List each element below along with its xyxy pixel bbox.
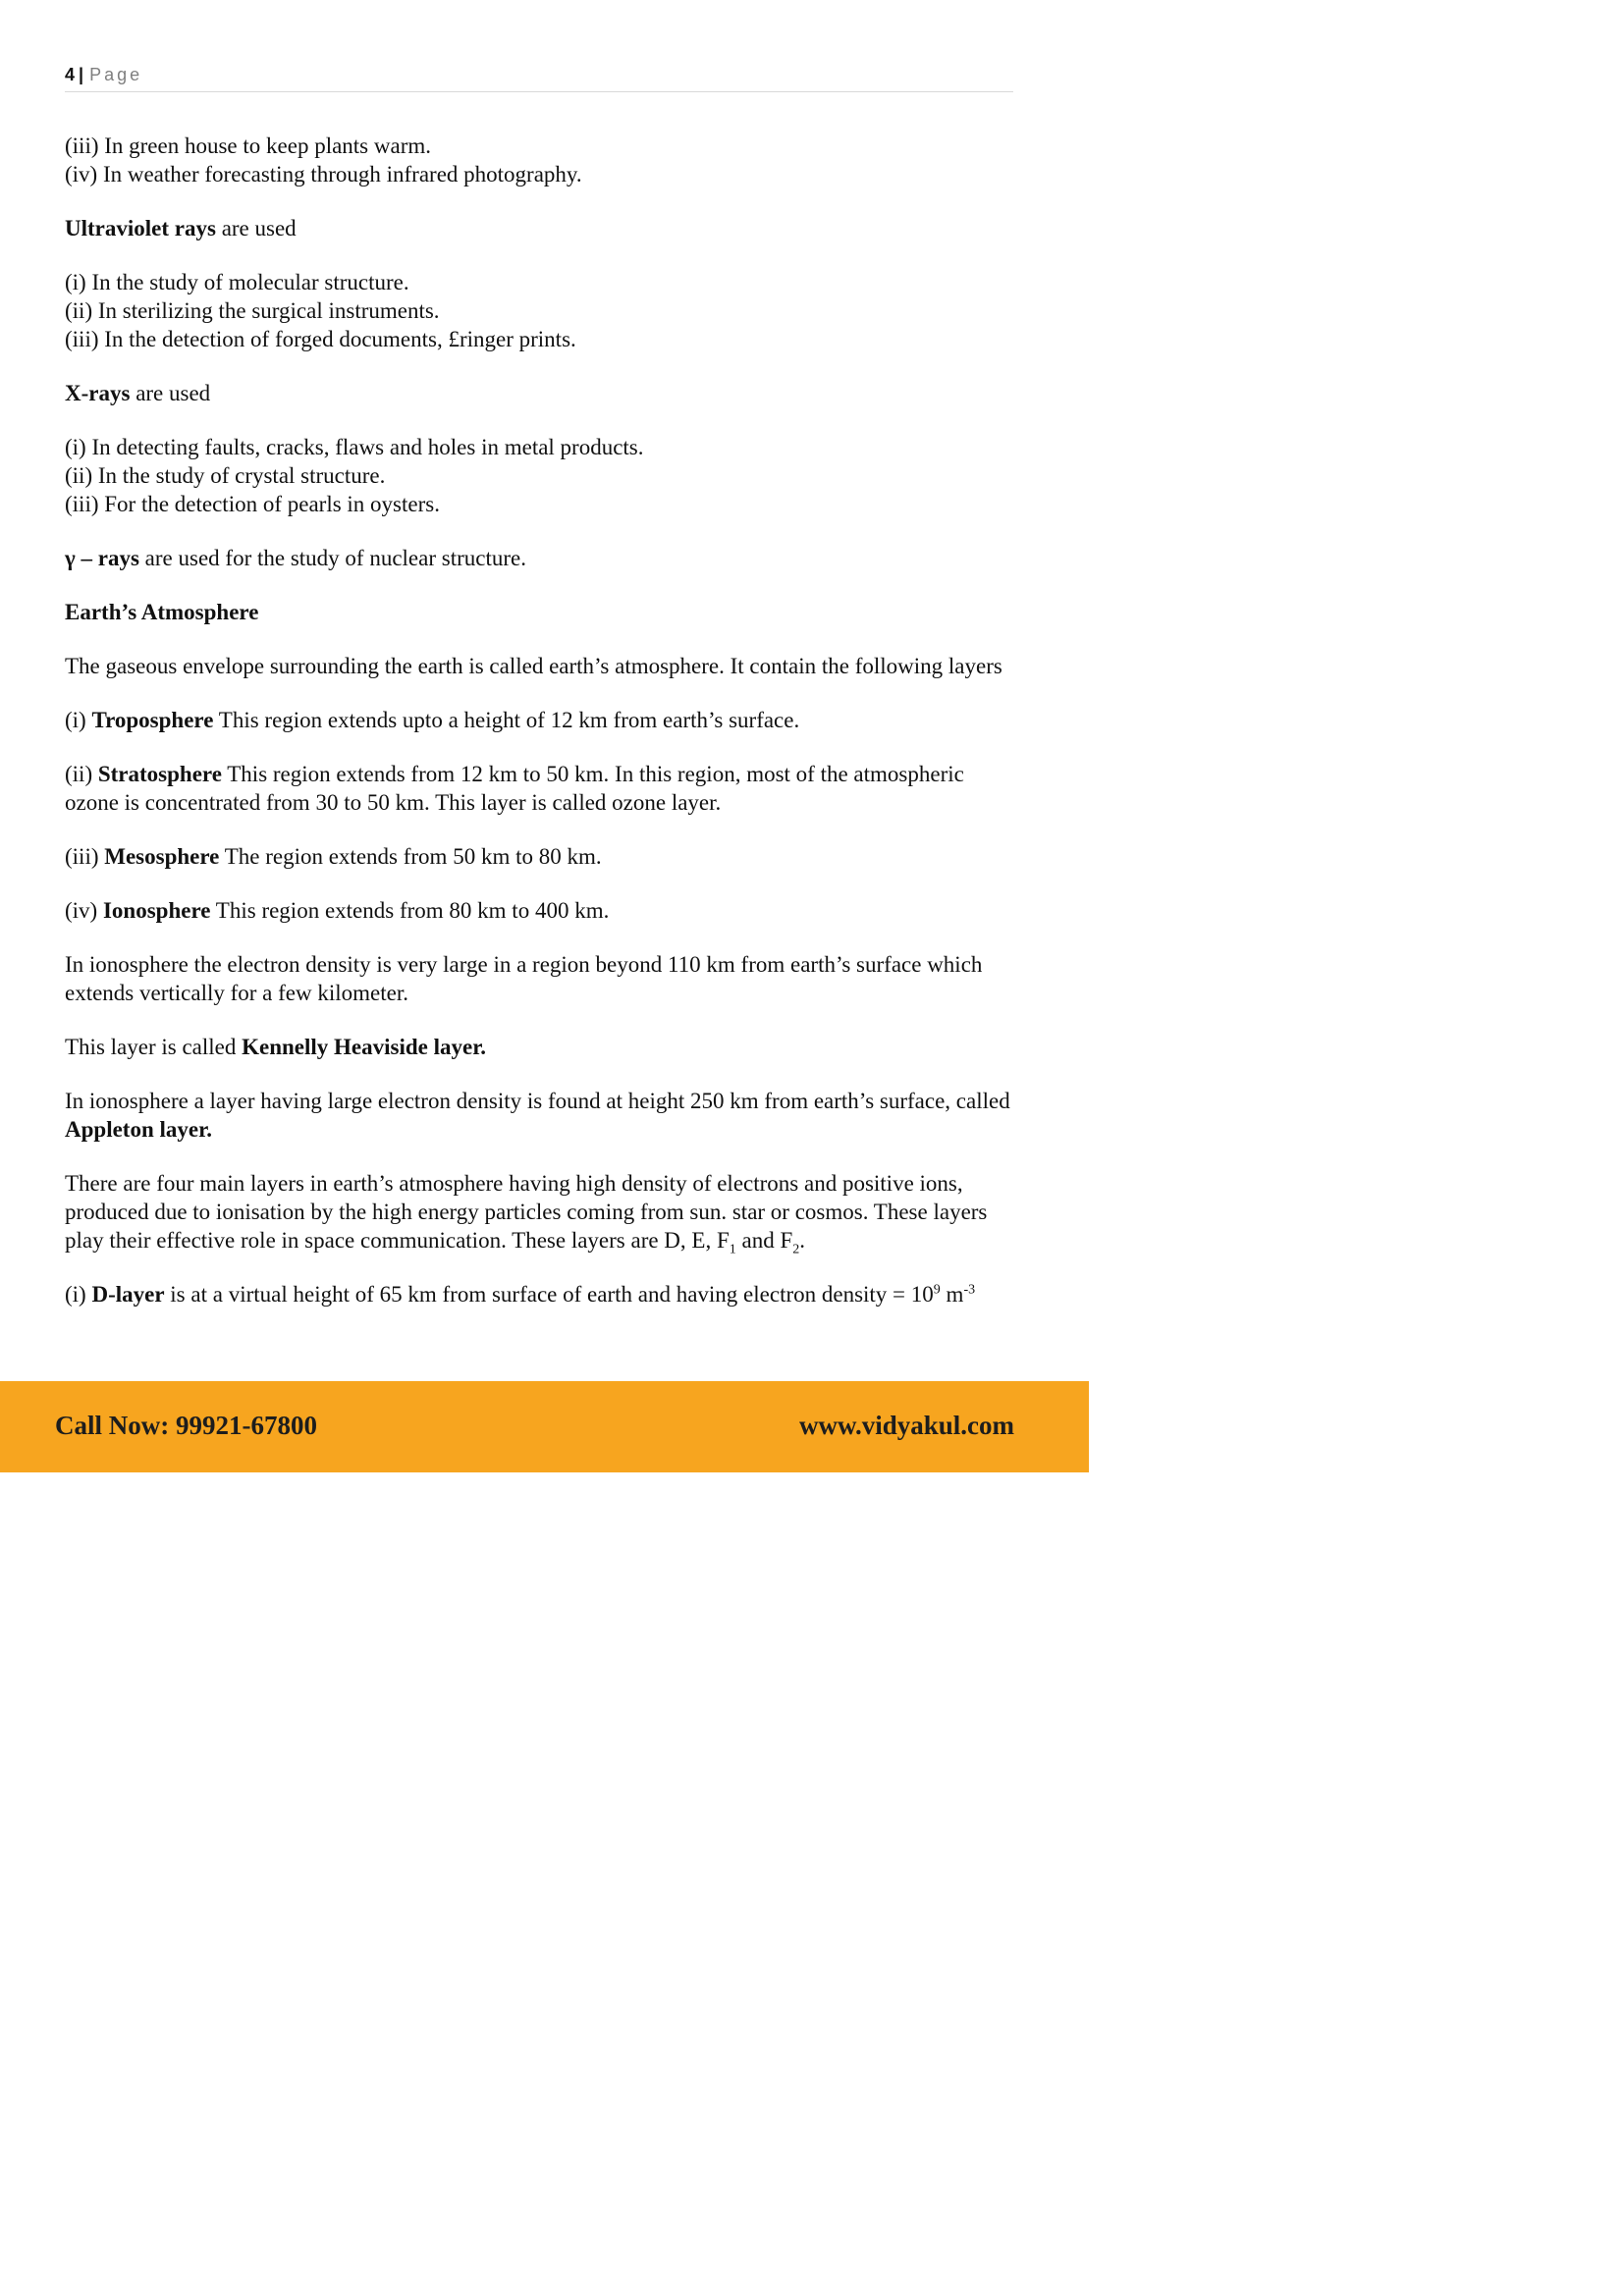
xrays-uses xyxy=(65,433,1013,518)
ultraviolet-heading: Ultraviolet rays are used xyxy=(65,216,297,240)
appleton-paragraph: In ionosphere a layer having large electron density is found at height 250 km from earth’s surface, called Appleton layer. xyxy=(65,1089,1010,1142)
list-item: (ii) In sterilizing the surgical instruments. xyxy=(65,298,440,323)
xrays-heading: X-rays are used xyxy=(65,381,211,405)
page-number: 4 xyxy=(65,65,76,84)
list-item: (i) In detecting faults, cracks, flaws and holes in metal products. xyxy=(65,435,644,459)
electron-density-paragraph: In ionosphere the electron density is very large in a region beyond 110 km from earth’s surface which extends vertically for a few kilometer. xyxy=(65,952,983,1005)
atmosphere-intro: The gaseous envelope surrounding the earth is called earth’s atmosphere. It contain the following layers xyxy=(65,654,1002,678)
list-item: (iii) In the detection of forged documents, £ringer prints. xyxy=(65,327,576,351)
header-separator: | xyxy=(79,65,84,84)
stratosphere-item: (ii) Stratosphere This region extends from 12 km to 50 km. In this region, most of the atmospheric ozone is concentrated from 30 to 50 km. This layer is called ozone layer. xyxy=(65,762,964,815)
term-bold: D-layer xyxy=(91,1282,165,1307)
troposphere-item: (i) Troposphere This region extends upto a height of 12 km from earth’s surface. xyxy=(65,708,800,732)
footer-banner xyxy=(0,1381,1089,1472)
ionosphere-item: (iv) Ionosphere This region extends from 80 km to 400 km. xyxy=(65,898,610,923)
term-bold: Ultraviolet rays xyxy=(65,216,216,240)
list-item: (i) In the study of molecular structure. xyxy=(65,270,409,294)
term-bold: γ – rays xyxy=(65,546,139,570)
list-item: (iii) For the detection of pearls in oysters. xyxy=(65,492,440,516)
gamma-rays-use: γ – rays are used for the study of nuclear structure. xyxy=(65,546,526,570)
ultraviolet-uses xyxy=(65,268,1013,353)
kennelly-heaviside-paragraph: This layer is called Kennelly Heaviside layer. xyxy=(65,1035,487,1059)
d-layer-item: (i) D-layer is at a virtual height of 65 km from surface of earth and having electron density = $10^9$ $m^{-3}$ xyxy=(65,1282,976,1307)
term-bold: Kennelly Heaviside layer. xyxy=(242,1035,487,1059)
mesosphere-item: (iii) Mesosphere The region extends from 50 km to 80 km. xyxy=(65,844,602,869)
term-bold: Appleton layer. xyxy=(65,1117,212,1142)
four-layers-paragraph: There are four main layers in earth’s atmosphere having high density of electrons and positive ions, produced due to ionisation by the high energy particles coming from sun. star or cosmos. These layers play their effective role in space communication. These layers are D, E, $F_1$ and $F_2$. xyxy=(65,1171,988,1257)
section-heading: Earth’s Atmosphere xyxy=(65,600,259,624)
term-bold: Ionosphere xyxy=(102,898,211,923)
term-bold: Mesosphere xyxy=(104,844,220,869)
call-now-text: Call Now: 99921-67800 xyxy=(55,1411,317,1440)
list-item: (iii) In green house to keep plants warm. xyxy=(65,133,431,158)
page-label: Page xyxy=(89,65,143,84)
infrared-uses-continued xyxy=(65,132,1013,188)
term-bold: Troposphere xyxy=(91,708,214,732)
term-bold: Stratosphere xyxy=(97,762,222,786)
list-item: (iv) In weather forecasting through infrared photography. xyxy=(65,162,582,187)
document-body xyxy=(65,132,1013,1334)
page-header xyxy=(65,65,1013,92)
term-bold: X-rays xyxy=(65,381,131,405)
website-link[interactable]: www.vidyakul.com xyxy=(798,1411,1014,1440)
list-item: (ii) In the study of crystal structure. xyxy=(65,463,386,488)
